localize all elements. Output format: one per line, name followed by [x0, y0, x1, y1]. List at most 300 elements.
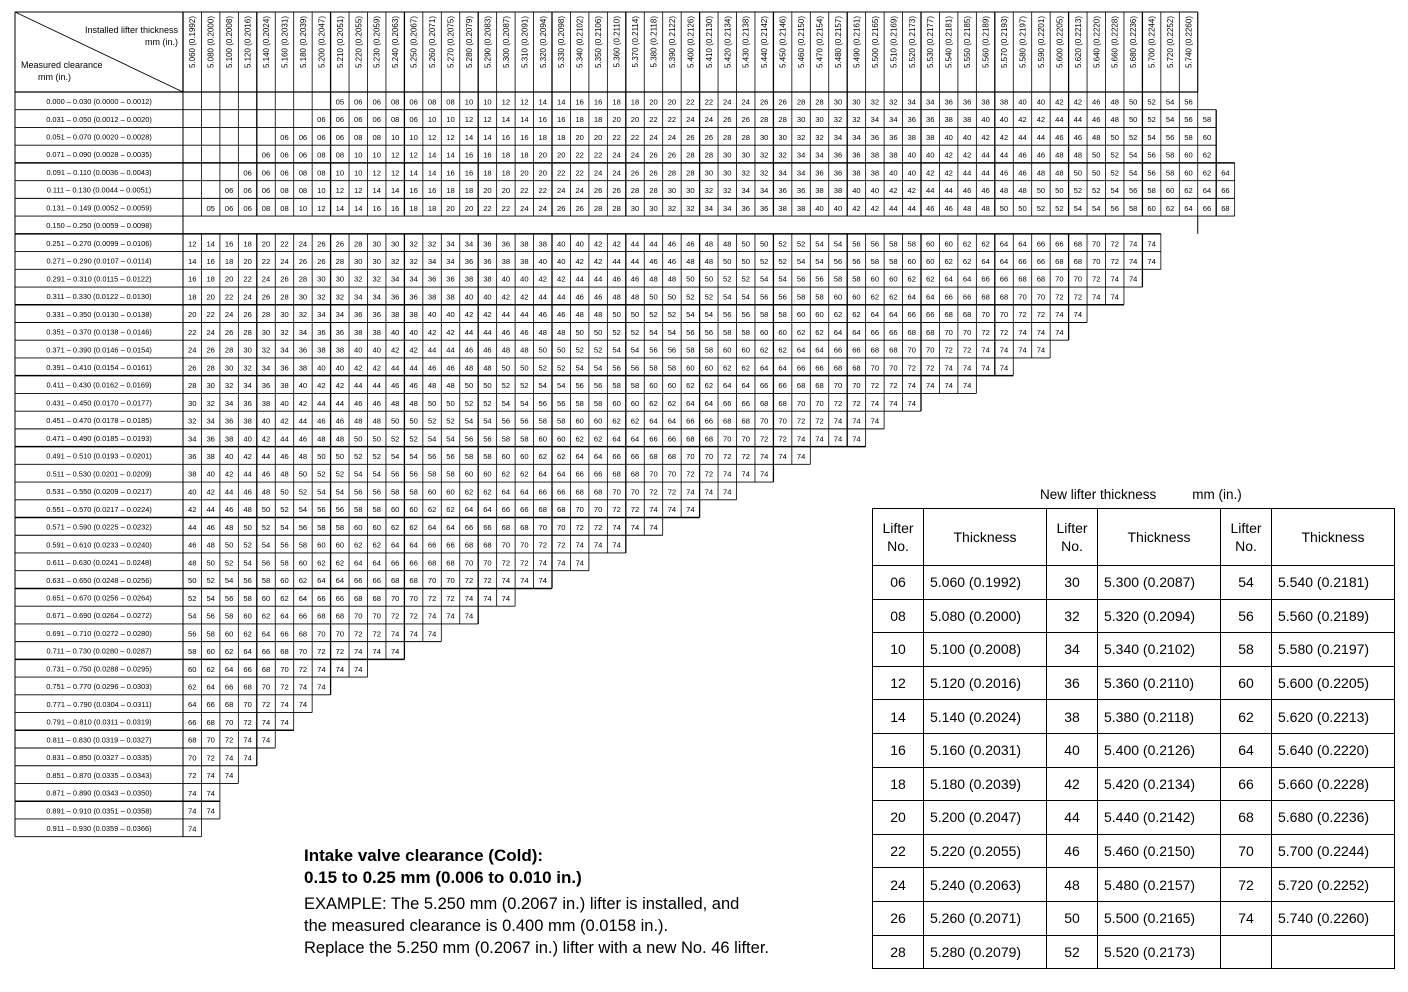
lifter-number-cell: 54 — [556, 381, 566, 391]
lifter-number-cell: 64 — [354, 558, 363, 568]
lifter-number-cell: 66 — [704, 416, 714, 426]
lifter-number-cell: 68 — [593, 487, 603, 497]
lifter-number-cell: 24 — [520, 203, 529, 213]
lifter-number-cell: 32 — [206, 398, 215, 408]
lifter-number-cell: 10 — [446, 115, 455, 125]
lifter-number-cell: 36 — [925, 115, 935, 125]
lifter-number-cell: 48 — [483, 363, 492, 373]
lifter-number-cell: 58 — [538, 416, 548, 426]
lifter-number-cell: 74 — [981, 345, 990, 355]
lifter-number-cell: 22 — [704, 97, 714, 107]
lifter-number-cell: 68 — [464, 540, 474, 550]
lifter-number-cell: 66 — [612, 452, 621, 462]
lifter-number-cell: 42 — [962, 150, 972, 160]
lifter-number-cell: 44 — [944, 186, 953, 196]
lifter-number-cell: 40 — [464, 292, 474, 302]
lifter-number-cell: 40 — [889, 168, 898, 178]
lifter-number-cell: 74 — [649, 522, 658, 532]
lifter-number-cell: 38 — [446, 292, 455, 302]
lifter-number-cell: 72 — [335, 647, 345, 657]
lifter-number-cell: 36 — [298, 345, 308, 355]
lifter-number-cell: 62 — [833, 310, 843, 320]
lifter-number-cell: 36 — [446, 274, 455, 284]
lifter-number-cell: 36 — [317, 327, 326, 337]
lifter-number-cell: 52 — [1147, 97, 1156, 107]
column-header: 5.660 (0.2228) — [1110, 16, 1120, 69]
legend-unit: mm (in.) — [1192, 487, 1242, 502]
lifter-number-cell: 30 — [280, 310, 289, 320]
lifter-number-cell: 46 — [1018, 150, 1027, 160]
lifter-number-cell: 66 — [206, 700, 215, 710]
lifter-number-cell: 06 — [317, 132, 326, 142]
lifter-number-cell: 56 — [723, 310, 732, 320]
lifter-number-cell: 44 — [1036, 132, 1046, 142]
lifter-number-cell: 74 — [833, 434, 843, 444]
lifter-number-cell: 46 — [446, 363, 455, 373]
lifter-number-cell: 38 — [889, 150, 898, 160]
lifter-number-cell: 34 — [427, 256, 437, 266]
lifter-number-cell: 22 — [593, 150, 603, 160]
lifter-number-cell: 18 — [501, 168, 511, 178]
lifter-number-cell: 40 — [944, 132, 953, 142]
lifter-number-cell: 26 — [317, 239, 326, 249]
lifter-number-cell: 74 — [206, 806, 215, 816]
lifter-number-cell: 58 — [704, 345, 714, 355]
lifter-number-cell: 32 — [796, 132, 806, 142]
lifter-number-cell: 24 — [243, 292, 252, 302]
lifter-number-cell: 52 — [759, 256, 769, 266]
lifter-number-cell: 16 — [520, 132, 529, 142]
column-header: 5.100 (0.2008) — [225, 16, 235, 69]
lifter-thickness: 5.400 (0.2126) — [1098, 733, 1221, 767]
lifter-number: 74 — [1221, 901, 1272, 935]
lifter-number-cell: 58 — [520, 434, 529, 444]
lifter-number-cell: 18 — [630, 97, 640, 107]
lifter-number-cell: 74 — [206, 788, 215, 798]
lifter-number-cell: 34 — [723, 203, 732, 213]
lifter-number: 46 — [1047, 834, 1098, 868]
lifter-number-cell: 54 — [409, 452, 418, 462]
lifter-number-cell: 34 — [446, 239, 455, 249]
lifter-number-cell: 66 — [483, 522, 492, 532]
column-header: 5.640 (0.2220) — [1092, 16, 1102, 69]
column-header: 5.370 (0.2114) — [631, 16, 641, 68]
lifter-number-cell: 28 — [593, 203, 603, 213]
lifter-number-cell: 68 — [335, 611, 345, 621]
lifter-number-cell: 36 — [390, 292, 400, 302]
lifter-thickness: 5.540 (0.2181) — [1272, 566, 1395, 600]
lifter-number-cell: 66 — [575, 469, 584, 479]
lifter-number-cell: 50 — [1092, 168, 1101, 178]
lifter-number-cell: 44 — [1055, 115, 1064, 125]
clearance-range-label: 0.791 – 0.810 (0.0311 – 0.0319) — [46, 717, 152, 727]
lifter-number-cell: 66 — [390, 558, 400, 568]
lifter-number-cell: 14 — [538, 97, 548, 107]
column-header: 5.590 (0.2201) — [1036, 16, 1046, 69]
lifter-number-cell: 58 — [852, 274, 861, 284]
lifter-number-cell: 26 — [317, 256, 326, 266]
lifter-number-cell: 18 — [446, 186, 455, 196]
lifter-number-cell: 34 — [741, 186, 750, 196]
lifter-number-cell: 72 — [999, 327, 1009, 337]
clearance-range-label: 0.531 – 0.550 (0.0209 – 0.0217) — [46, 487, 152, 497]
lifter-number-cell: 26 — [759, 97, 769, 107]
lifter-number: 50 — [1047, 901, 1098, 935]
lifter-number-cell: 42 — [556, 274, 566, 284]
lifter-number-cell: 38 — [870, 168, 880, 178]
lifter-number-cell: 66 — [667, 434, 677, 444]
lifter-number-cell: 52 — [446, 416, 455, 426]
lifter-thickness: 5.440 (0.2142) — [1098, 801, 1221, 835]
lifter-number-cell: 60 — [1202, 132, 1212, 142]
lifter-number-cell: 62 — [962, 239, 972, 249]
lifter-number-cell: 22 — [649, 115, 658, 125]
lifter-number-cell: 64 — [852, 327, 861, 337]
lifter-number-cell: 46 — [1092, 97, 1101, 107]
lifter-number-cell: 58 — [815, 292, 824, 302]
lifter-number-cell: 74 — [261, 717, 271, 727]
lifter-number-cell: 74 — [1018, 327, 1027, 337]
legend-header-thickness: Thickness — [1098, 509, 1221, 566]
lifter-number-cell: 54 — [593, 363, 603, 373]
lifter-number-cell: 46 — [962, 186, 972, 196]
lifter-number-cell: 30 — [372, 239, 381, 249]
lifter-number-cell: 54 — [464, 416, 474, 426]
lifter-number-cell: 28 — [667, 168, 677, 178]
lifter-number-cell: 30 — [224, 363, 234, 373]
lifter-number-cell: 68 — [1036, 274, 1046, 284]
lifter-number-cell: 30 — [723, 168, 732, 178]
lifter-number-cell: 44 — [1073, 115, 1083, 125]
lifter-number-cell: 64 — [686, 398, 695, 408]
lifter-number-cell: 52 — [723, 274, 732, 284]
lifter-number-cell: 26 — [612, 186, 621, 196]
lifter-number-cell: 68 — [372, 593, 381, 603]
lifter-number-cell: 12 — [446, 132, 455, 142]
lifter-number-cell: 74 — [520, 576, 529, 586]
lifter-number-cell: 70 — [1073, 274, 1083, 284]
legend-header-thickness: Thickness — [924, 509, 1047, 566]
lifter-number-cell: 58 — [575, 398, 584, 408]
lifter-number-cell: 36 — [741, 203, 750, 213]
lifter-thickness: 5.120 (0.2016) — [924, 666, 1047, 700]
lifter-number-cell: 62 — [390, 522, 400, 532]
column-header: 5.540 (0.2181) — [944, 16, 954, 69]
lifter-number-cell: 54 — [390, 452, 400, 462]
lifter-number-cell: 46 — [649, 256, 658, 266]
corner-header-measured: Measured clearance — [21, 60, 103, 70]
lifter-number-cell: 62 — [556, 452, 566, 462]
lifter-number-cell: 44 — [483, 327, 492, 337]
lifter-number-cell: 20 — [187, 310, 197, 320]
lifter-number-cell: 20 — [520, 168, 529, 178]
lifter-number-cell: 32 — [335, 292, 345, 302]
lifter-number-cell: 50 — [741, 256, 750, 266]
lifter-number-cell: 10 — [483, 97, 492, 107]
lifter-number-cell: 44 — [925, 186, 935, 196]
legend-header-no: Lifter No. — [1047, 509, 1098, 566]
lifter-thickness: 5.280 (0.2079) — [924, 935, 1047, 969]
lifter-number-cell: 70 — [1036, 292, 1046, 302]
lifter-number-cell: 68 — [556, 505, 566, 515]
lifter-number-cell: 72 — [1110, 239, 1119, 249]
lifter-number-cell: 16 — [483, 150, 492, 160]
lifter-number-cell: 70 — [981, 310, 990, 320]
lifter-number-cell: 54 — [1110, 186, 1119, 196]
lifter-number-cell: 74 — [1147, 239, 1156, 249]
column-header: 5.230 (0.2059) — [372, 16, 382, 69]
lifter-number-cell: 14 — [520, 115, 529, 125]
lifter-number-cell: 74 — [741, 469, 750, 479]
lifter-number-cell: 72 — [261, 700, 271, 710]
lifter-number-cell: 14 — [390, 186, 400, 196]
lifter-thickness: 5.660 (0.2228) — [1272, 767, 1395, 801]
lifter-number-cell: 58 — [667, 363, 677, 373]
lifter-number-cell: 32 — [686, 203, 695, 213]
lifter-number-cell: 26 — [649, 168, 658, 178]
lifter-number-cell: 66 — [1036, 256, 1046, 266]
lifter-number-cell: 38 — [390, 310, 400, 320]
lifter-number-cell: 62 — [224, 647, 234, 657]
lifter-number-cell: 58 — [1165, 150, 1175, 160]
lifter-number-cell: 06 — [335, 132, 345, 142]
lifter-number-cell: 56 — [815, 274, 824, 284]
lifter-number-cell: 08 — [298, 186, 308, 196]
legend-header-no: Lifter No. — [1221, 509, 1272, 566]
lifter-number-cell: 38 — [317, 345, 326, 355]
lifter-number-cell: 60 — [280, 576, 289, 586]
lifter-number-cell: 10 — [372, 150, 381, 160]
lifter-number-cell: 70 — [1092, 239, 1101, 249]
lifter-number-cell: 18 — [520, 150, 529, 160]
lifter-number-cell: 42 — [335, 381, 345, 391]
lifter-number-cell: 12 — [483, 115, 492, 125]
lifter-number-cell: 44 — [907, 203, 917, 213]
lifter-number-cell: 62 — [1202, 168, 1212, 178]
lifter-number-cell: 46 — [243, 487, 252, 497]
lifter-number-cell: 36 — [833, 168, 843, 178]
lifter-number-cell: 22 — [520, 186, 529, 196]
legend-header-thickness: Thickness — [1272, 509, 1395, 566]
lifter-number-cell: 74 — [944, 381, 953, 391]
lifter-number-cell: 74 — [1036, 327, 1046, 337]
lifter-number-cell: 74 — [630, 522, 640, 532]
lifter-number-cell: 68 — [280, 647, 289, 657]
lifter-number-cell: 68 — [889, 345, 898, 355]
lifter-number-cell: 48 — [243, 505, 252, 515]
lifter-number-cell: 50 — [1128, 97, 1138, 107]
lifter-number-cell: 64 — [593, 452, 603, 462]
lifter-number-cell: 56 — [1147, 150, 1156, 160]
lifter-number-cell: 14 — [187, 256, 197, 266]
lifter-number-cell: 58 — [501, 434, 511, 444]
lifter-number-cell: 74 — [390, 647, 400, 657]
lifter-number-cell: 26 — [723, 115, 732, 125]
lifter-number-cell: 42 — [944, 150, 953, 160]
lifter-number-cell: 38 — [501, 256, 511, 266]
lifter-number-cell: 50 — [649, 292, 658, 302]
lifter-number-cell: 52 — [372, 452, 381, 462]
lifter-number-cell: 46 — [409, 381, 418, 391]
lifter-number-cell: 70 — [354, 611, 363, 621]
lifter-number-cell: 56 — [520, 416, 529, 426]
lifter-number-cell: 14 — [427, 168, 437, 178]
lifter-number-cell: 60 — [483, 469, 492, 479]
lifter-number-cell: 42 — [889, 186, 898, 196]
lifter-number-cell: 42 — [464, 310, 474, 320]
lifter-number-cell: 58 — [427, 469, 437, 479]
lifter-number-cell: 60 — [354, 522, 363, 532]
lifter-number-cell: 30 — [833, 97, 843, 107]
column-header: 5.550 (0.2185) — [963, 16, 973, 69]
lifter-number-cell: 66 — [224, 682, 234, 692]
lifter-number-cell: 18 — [464, 186, 474, 196]
lifter-number-cell: 40 — [335, 363, 345, 373]
lifter-number-cell: 62 — [759, 345, 769, 355]
lifter-number-cell: 62 — [667, 398, 677, 408]
lifter-number: 52 — [1047, 935, 1098, 969]
lifter-number-cell: 68 — [741, 416, 750, 426]
lifter-number-cell: 10 — [427, 115, 437, 125]
lifter-number-cell: 54 — [427, 434, 437, 444]
lifter-thickness: 5.380 (0.2118) — [1098, 700, 1221, 734]
lifter-number-cell: 54 — [759, 274, 769, 284]
lifter-number-cell: 60 — [501, 452, 511, 462]
lifter-number-cell: 12 — [427, 132, 437, 142]
lifter-number-cell: 20 — [593, 132, 603, 142]
lifter-number-cell: 54 — [354, 469, 363, 479]
lifter-number-cell: 34 — [335, 310, 345, 320]
lifter-number-cell: 42 — [298, 398, 308, 408]
lifter-number-cell: 40 — [224, 452, 234, 462]
lifter-number-cell: 66 — [317, 593, 326, 603]
lifter-number-cell: 74 — [1036, 345, 1046, 355]
lifter-number-cell: 42 — [870, 203, 880, 213]
lifter-number-cell: 24 — [630, 150, 640, 160]
lifter-number-cell: 28 — [704, 150, 714, 160]
column-header: 5.210 (0.2051) — [335, 16, 345, 69]
column-header: 5.430 (0.2138) — [741, 16, 751, 69]
column-header: 5.740 (0.2260) — [1184, 16, 1194, 69]
lifter-number-cell: 64 — [962, 274, 972, 284]
lifter-number-cell: 74 — [243, 753, 252, 763]
lifter-number-cell: 56 — [649, 345, 658, 355]
lifter-number-cell: 68 — [298, 629, 308, 639]
lifter-number-cell: 28 — [741, 132, 750, 142]
lifter-number-cell: 06 — [224, 203, 234, 213]
lifter-number-cell: 40 — [833, 203, 843, 213]
lifter-number-cell: 74 — [1110, 292, 1119, 302]
clearance-range-label: 0.271 – 0.290 (0.0107 – 0.0114) — [46, 256, 152, 266]
lifter-number-cell: 38 — [298, 363, 308, 373]
lifter-number-cell: 34 — [796, 150, 806, 160]
column-header: 5.200 (0.2047) — [317, 16, 327, 69]
lifter-number-cell: 64 — [1202, 186, 1212, 196]
lifter-number-cell: 44 — [520, 310, 529, 320]
column-header: 5.360 (0.2110) — [612, 16, 622, 68]
clearance-range-label: 0.851 – 0.870 (0.0335 – 0.0343) — [46, 770, 152, 780]
lifter-number-cell: 58 — [1184, 132, 1193, 142]
lifter-number-cell: 60 — [796, 310, 806, 320]
lifter-number: 56 — [1221, 599, 1272, 633]
lifter-number-cell: 60 — [1184, 168, 1193, 178]
lifter-number-cell: 40 — [556, 256, 566, 266]
lifter-number-cell: 48 — [686, 256, 695, 266]
lifter-number-cell: 22 — [612, 132, 621, 142]
lifter-number-cell: 52 — [593, 345, 603, 355]
lifter-number-cell: 64 — [1018, 239, 1027, 249]
lifter-number-cell: 46 — [593, 292, 603, 302]
lifter-number-cell: 68 — [187, 735, 197, 745]
lifter-number-cell: 70 — [575, 505, 584, 515]
column-header: 5.140 (0.2024) — [262, 16, 272, 69]
lifter-number-cell: 66 — [833, 345, 843, 355]
lifter-number-cell: 28 — [686, 168, 695, 178]
lifter-number-cell: 24 — [206, 327, 215, 337]
lifter-number-cell: 58 — [483, 452, 492, 462]
lifter-number-cell: 74 — [778, 452, 787, 462]
lifter-number-cell: 40 — [187, 487, 197, 497]
lifter-number-cell: 30 — [390, 239, 400, 249]
lifter-number-cell: 74 — [224, 771, 234, 781]
lifter-number-cell: 70 — [796, 398, 806, 408]
lifter-number: 34 — [1047, 633, 1098, 667]
lifter-number-cell: 18 — [243, 239, 252, 249]
lifter-number-cell: 40 — [409, 327, 418, 337]
corner-header-installed-unit: mm (in.) — [145, 37, 178, 47]
lifter-number-cell: 34 — [815, 150, 824, 160]
lifter-number-cell: 60 — [925, 239, 935, 249]
lifter-number-cell: 56 — [556, 398, 566, 408]
column-header: 5.220 (0.2055) — [354, 16, 364, 69]
lifter-number-cell: 42 — [243, 452, 252, 462]
lifter-number-cell: 60 — [612, 398, 621, 408]
lifter-number-cell: 56 — [1165, 132, 1175, 142]
lifter-number-cell: 26 — [335, 239, 345, 249]
lifter-number-cell: 58 — [1165, 168, 1175, 178]
lifter-number-cell: 58 — [206, 629, 215, 639]
lifter-number-cell: 42 — [999, 132, 1009, 142]
lifter-number-cell: 54 — [833, 239, 843, 249]
lifter-number-cell: 36 — [501, 239, 511, 249]
lifter-number-cell: 05 — [335, 97, 345, 107]
lifter-number-cell: 50 — [538, 345, 548, 355]
clearance-range-label: 0.051 – 0.070 (0.0020 – 0.0028) — [46, 132, 152, 142]
lifter-number-cell: 56 — [317, 505, 326, 515]
lifter-number-cell: 06 — [298, 150, 308, 160]
lifter-number-cell: 70 — [409, 593, 418, 603]
lifter-number-cell: 74 — [427, 611, 437, 621]
lifter-number-cell: 60 — [686, 363, 695, 373]
lifter-number-cell: 26 — [224, 327, 234, 337]
lifter-number-cell: 72 — [372, 629, 381, 639]
clearance-range-label: 0.771 – 0.790 (0.0304 – 0.0311) — [46, 699, 152, 709]
lifter-number-cell: 08 — [280, 203, 289, 213]
lifter-number-cell: 60 — [556, 434, 566, 444]
lifter-number-cell: 64 — [741, 381, 750, 391]
lifter-number-cell: 72 — [852, 398, 861, 408]
lifter-number-cell: 14 — [483, 132, 492, 142]
lifter-number-cell: 32 — [778, 150, 787, 160]
lifter-number-cell: 16 — [556, 115, 566, 125]
lifter-number: 60 — [1221, 666, 1272, 700]
lifter-number-cell: 60 — [1165, 186, 1175, 196]
lifter-number-cell: 42 — [575, 256, 584, 266]
lifter-number-cell: 72 — [1092, 274, 1101, 284]
lifter-number-cell: 36 — [962, 97, 972, 107]
lifter-number-cell: 22 — [243, 274, 252, 284]
lifter-number-cell: 56 — [667, 345, 677, 355]
